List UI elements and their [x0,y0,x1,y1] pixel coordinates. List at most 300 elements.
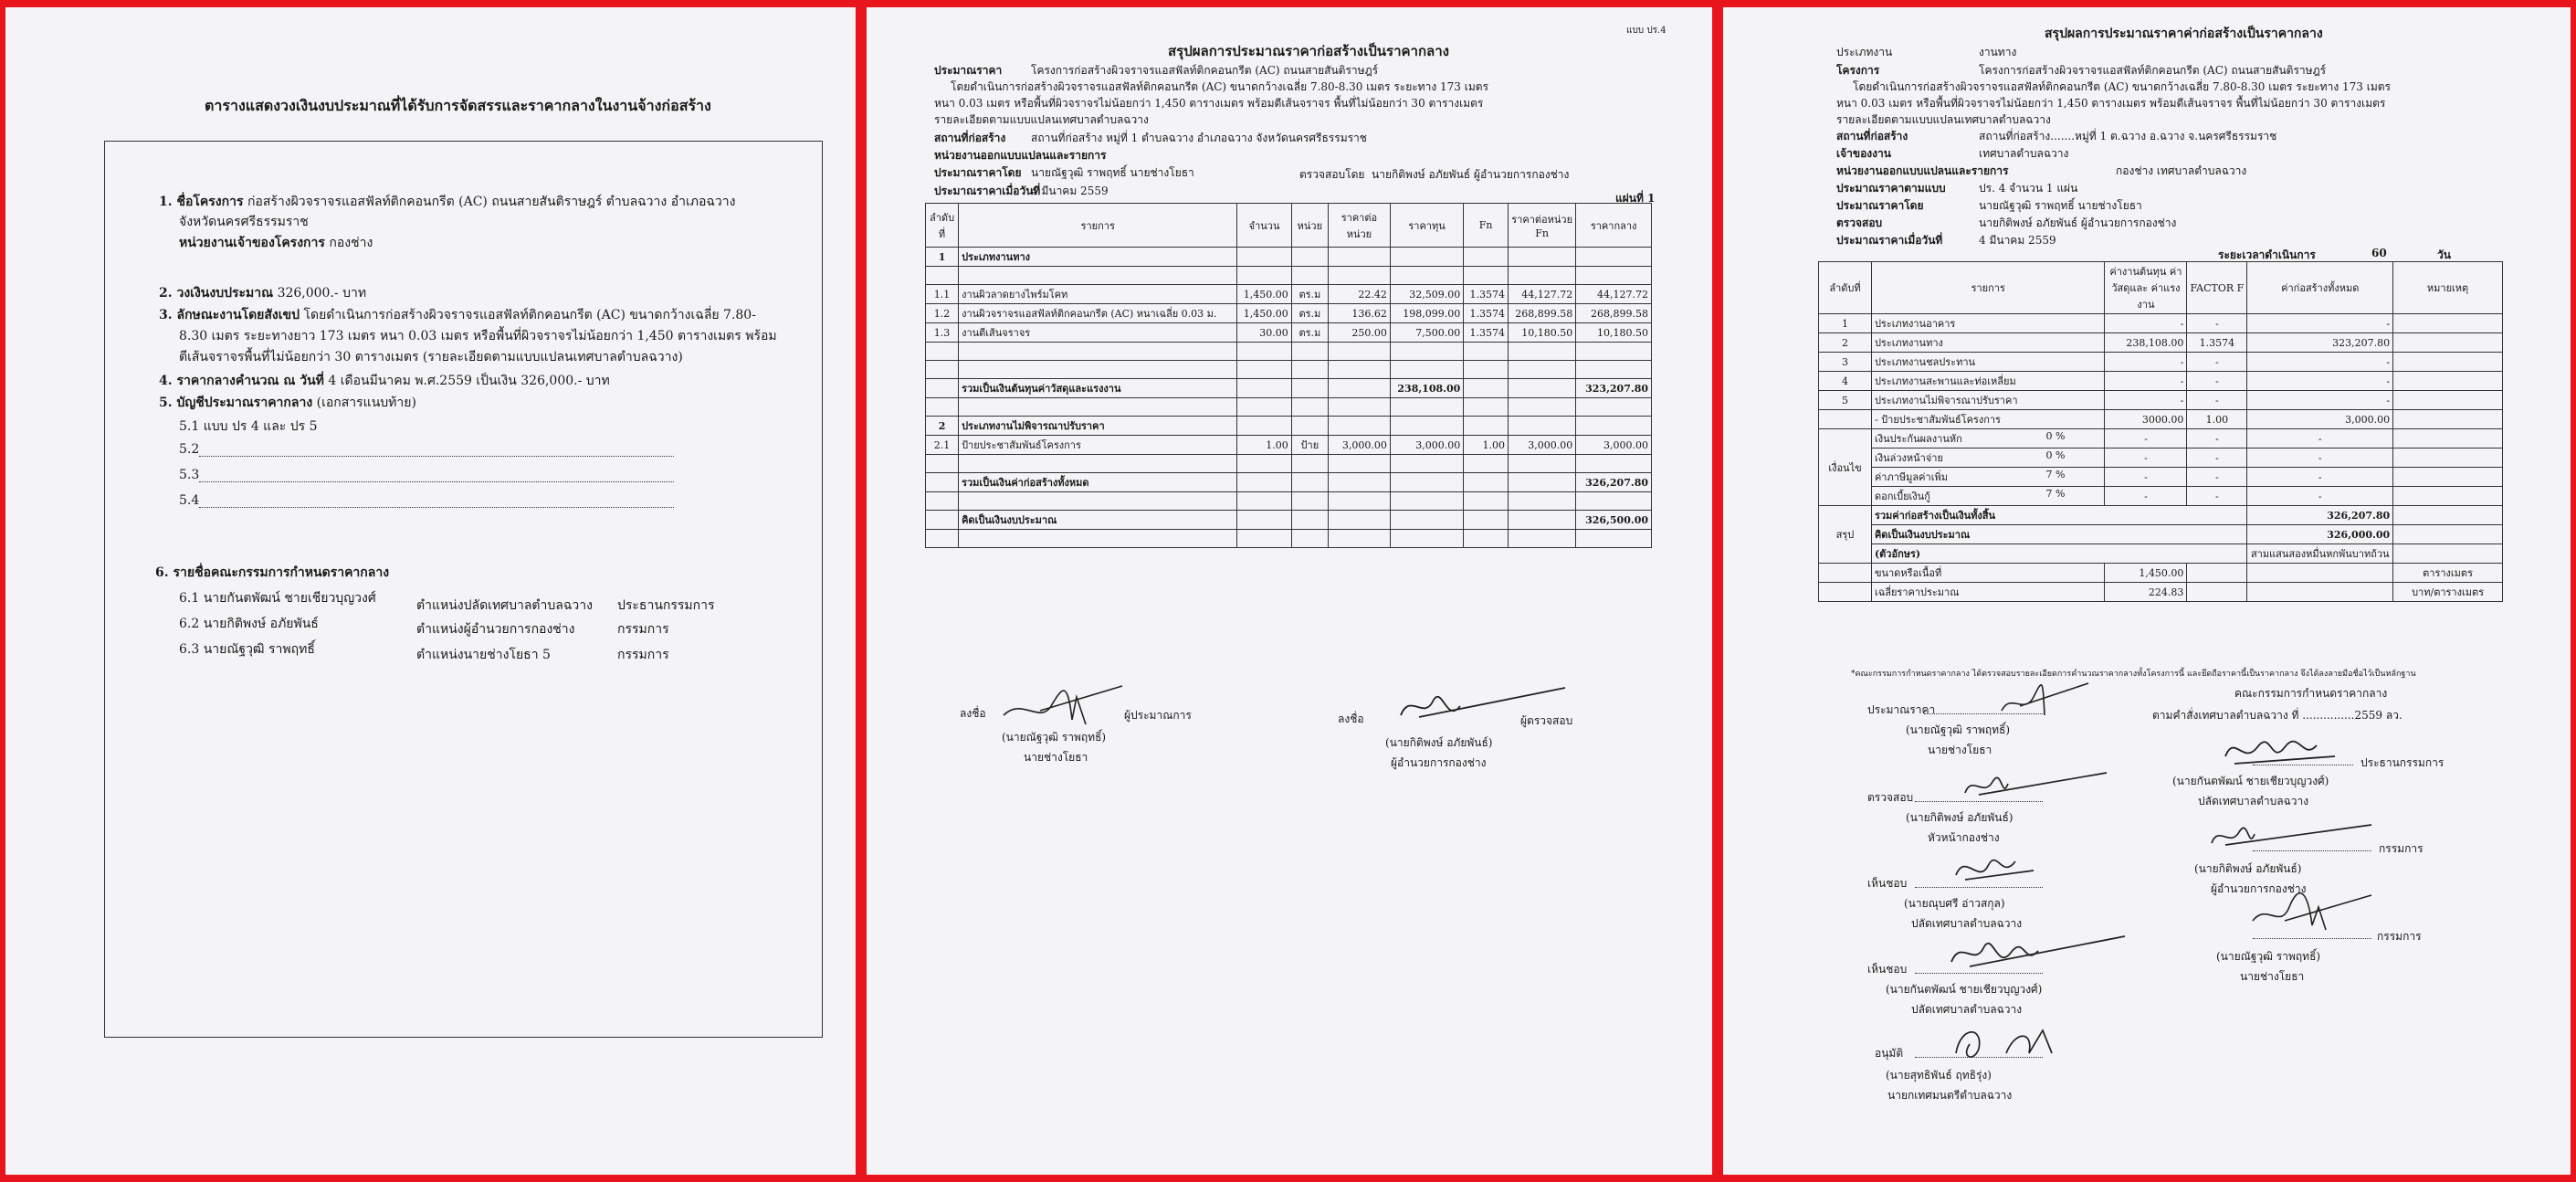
col-item: รายการ [959,204,1237,248]
item-3-line3: ตีเส้นจราจรพื้นที่ไม่น้อยกว่า 30 ตารางเมตร (รายละเอียดตามแบบแปลนเทศบาลตำบลฉวาง) [179,350,683,364]
cell-fn [1464,492,1509,511]
cell-qty [1237,267,1291,285]
area-value: 1,450.00 [2105,564,2187,583]
area-row [1819,583,2503,602]
desc-line-1: โดยดำเนินการก่อสร้างผิวจราจรแอสฟัลท์ติกคอนกรีต (AC) ขนาดกว้างเฉลี่ย 7.80-8.30 เมตร ระยะทาง 173 เมตร [1853,80,2391,93]
signature-mark [2216,729,2344,775]
cell-qty [1237,361,1291,379]
cell-pfn: 3,000.00 [1509,436,1576,455]
table-row [926,285,1652,304]
dept-label: หน่วยงานออกแบบแปลนและรายการ [934,149,1107,162]
cell-cost: 7,500.00 [1390,323,1463,343]
cell-pfn [1509,455,1576,473]
cell-cost: 198,099.00 [1390,304,1463,323]
cell-total [1576,361,1652,379]
cell-no [926,361,959,379]
cell-item: ประเภทงานไม่พิจารณาปรับราคา [959,417,1237,436]
cell-item: ประเภทงานชลประทาน [1871,353,2105,372]
desc-line-3: รายละเอียดตามแบบแปลนเทศบาลตำบลฉวาง [1836,113,2051,126]
cell-unit [1291,379,1328,398]
col-price: ราคาต่อหน่วย [1329,204,1391,248]
member1-role: กรรมการ [2379,842,2424,855]
date-value: 4 มีนาคม 2559 [1031,185,1109,197]
cell-pfn: 268,899.58 [1509,304,1576,323]
estimate-table [925,203,1652,548]
check-sign-position: หัวหน้ากองช่าง [1928,831,2000,844]
cell-note [2393,429,2503,449]
cell-qty [1237,511,1291,530]
item-1-label: 1. ชื่อโครงการ [159,195,244,209]
cell-no [926,492,959,511]
cell-cost [1390,492,1463,511]
page-title: สรุปผลการประมาณราคาค่าก่อสร้างเป็นราคากลาง [2045,26,2323,41]
approve-name: (นายสุทธิพันธ์ ฤทธิรุ่ง) [1886,1069,1992,1082]
member1-name: (นายกิติพงษ์ อภัยพันธ์) [2194,862,2302,875]
col-no: ลำดับที่ [1819,262,1872,314]
cell-note [2393,314,2503,333]
area-row [1819,564,2503,583]
check-label: ตรวจสอบ [1836,216,1883,229]
cell-cost: 3000.00 [2105,410,2187,429]
cell-no: 5 [1819,391,1872,410]
cell-item: ป้ายประชาสัมพันธ์โครงการ [959,436,1237,455]
cell-item: คิดเป็นเงินงบประมาณ [959,511,1237,530]
cell-unit: ตร.ม [1291,304,1328,323]
table-row [926,323,1652,343]
type-label: ประเภทงาน [1836,46,1893,58]
cell-unit [1291,248,1328,267]
dept-label: หน่วยงานออกแบบแปลนและรายการ [1836,164,2009,177]
cell-no: 1.1 [926,285,959,304]
col-cost: ราคาทุน [1390,204,1463,248]
cell-blank [2247,583,2393,602]
cell-total: - [2247,429,2393,449]
committee-title: คณะกรรมการกำหนดราคากลาง [2234,687,2388,700]
cell-note [2393,449,2503,468]
dept-value: กองช่าง เทศบาลตำบลฉวาง [2116,164,2247,177]
item-6-label: 6. รายชื่อคณะกรรมการกำหนดราคากลาง [155,565,390,580]
sig-right-position: ผู้อำนวยการกองช่าง [1391,756,1487,769]
cell-total: 3,000.00 [1576,436,1652,455]
cell-cost [1390,267,1463,285]
cell-fn [1464,530,1509,548]
date-value: 4 มีนาคม 2559 [1979,234,2056,247]
summary-label: สรุป [1819,506,1872,564]
cell-unit [1291,530,1328,548]
cell-price [1329,455,1391,473]
col-note: หมายเหตุ [2393,262,2503,314]
order-text: ตามคำสั่งเทศบาลตำบลฉวาง ที่ ...............2559 ลว. [2152,709,2403,722]
sig-left-role: ผู้ประมาณการ [1124,709,1192,722]
cell-cost: - [2105,429,2187,449]
cell-pfn [1509,267,1576,285]
area-label: เฉลี่ยราคาประมาณ [1871,583,2105,602]
owner-value: กองช่าง [329,236,373,250]
cond-item: เงินล่วงหน้าจ่าย [1874,452,1943,464]
cell-no: 3 [1819,353,1872,372]
cell-total [1576,417,1652,436]
cell-item: ประเภทงานอาคาร [1871,314,2105,333]
cell-blank [2247,564,2393,583]
cell-price: 136.62 [1329,304,1391,323]
cell-unit [1291,473,1328,492]
cell-item: รวมเป็นเงินต้นทุนค่าวัสดุและแรงงาน [959,379,1237,398]
blank-line [199,481,674,482]
col-unit: หน่วย [1291,204,1328,248]
committee-2-role: กรรมการ [617,622,669,637]
chair-role: ประธานกรรมการ [2360,756,2445,769]
cell-item [1871,487,2105,506]
agree2-label: เห็นชอบ [1867,963,1908,976]
table-header [1819,262,2503,314]
cell-price: 3,000.00 [1329,436,1391,455]
cell-note [2393,468,2503,487]
summary-row [1819,525,2503,544]
summary-item-label: รวมค่าก่อสร้างเป็นเงินทั้งสิ้น [1871,506,2246,525]
table-body [926,248,1652,548]
item-4 [159,371,610,391]
page-title: สรุปผลการประมาณราคาก่อสร้างเป็นราคากลาง [1168,43,1449,59]
item-2-label: 2. วงเงินงบประมาณ [159,286,274,301]
cell-price [1329,398,1391,417]
cell-no [926,343,959,361]
col-item: รายการ [1871,262,2105,314]
cell-qty: 1,450.00 [1237,285,1291,304]
cell-item: งานตีเส้นจราจร [959,323,1237,343]
check-sign-label: ตรวจสอบ [1867,791,1914,804]
cell-factor: - [2187,468,2247,487]
cell-total: - [2247,449,2393,468]
date-label: ประมาณราคาเมื่อวันที่ [934,185,1041,197]
cell-qty [1237,398,1291,417]
cell-note [2393,333,2503,353]
cell-item: งานผิวลาดยางไพร์มโคท [959,285,1237,304]
table-row [926,379,1652,398]
cell-qty: 30.00 [1237,323,1291,343]
agree1-name: (นายณุบศรี อ่าวสกุล) [1904,897,2005,910]
table-row [1819,410,2503,429]
table-row [1819,314,2503,333]
signature-line [2253,926,2371,939]
cell-pfn: 10,180.50 [1509,323,1576,343]
cell-total: 323,207.80 [2247,333,2393,353]
signature-line [2253,839,2371,851]
summary-item-label: คิดเป็นเงินงบประมาณ [1871,525,2246,544]
cell-cost [1390,473,1463,492]
cond-percent: 0 % [2045,449,2066,461]
cell-total: 326,207.80 [1576,473,1652,492]
sig-right-prefix: ลงชื่อ [1338,712,1364,725]
item-3-label: 3. ลักษณะงานโดยสังเขป [159,308,300,322]
table-row [926,530,1652,548]
item-4-text: 4 เดือนมีนาคม พ.ศ.2559 เป็นเงิน 326,000.- บาท [328,374,610,388]
site-value: สถานที่ก่อสร้าง หมู่ที่ 1 ตำบลฉวาง อำเภอฉวาง จังหวัดนครศรีธรรมราช [1031,132,1367,144]
cell-cost [1390,530,1463,548]
cell-pfn [1509,417,1576,436]
document-page-1 [5,7,856,1175]
summary-table [1818,261,2503,602]
cell-item: ประเภทงานทาง [959,248,1237,267]
cell-pfn [1509,530,1576,548]
cell-total: - [2247,372,2393,391]
cell-item [959,530,1237,548]
cell-total: 323,207.80 [1576,379,1652,398]
signature-mark [1988,674,2098,729]
site-label: สถานที่ก่อสร้าง [1836,130,1908,142]
cell-pfn [1509,379,1576,398]
cell-cost [1390,343,1463,361]
cell-pfn [1509,398,1576,417]
cell-qty [1237,492,1291,511]
cell-no [926,398,959,417]
cell-cost: - [2105,353,2187,372]
project-value: โครงการก่อสร้างผิวจราจรแอสฟัลท์ติกคอนกรีต (AC) ถนนสายสันติราษฎร์ [1979,64,2327,77]
cell-blank [2187,564,2247,583]
form-label: ประมาณราคาตามแบบ [1836,182,1946,195]
committee-1-position: ตำแหน่งปลัดเทศบาลตำบลฉวาง [416,598,593,613]
item-5-4-label: 5.4 [179,493,200,508]
sig-left-prefix: ลงชื่อ [960,707,986,720]
cell-fn [1464,248,1509,267]
cell-qty [1237,530,1291,548]
item-3-line2: 8.30 เมตร ระยะทางยาว 173 เมตร หนา 0.03 เมตร หรือพื้นที่ผิวจราจรไม่น้อยกว่า 1,450 ตารางเมตร พร้อม [179,329,777,343]
item-1-owner [179,233,373,253]
cell-total: 3,000.00 [2247,410,2393,429]
cell-item [959,361,1237,379]
cell-fn: 1.00 [1464,436,1509,455]
cell-total [1576,248,1652,267]
table-row [926,361,1652,379]
cell-cost [1390,248,1463,267]
item-5-4 [179,493,674,508]
cell-item [959,343,1237,361]
table-row [926,417,1652,436]
sig-right-role: ผู้ตรวจสอบ [1520,714,1573,727]
cell-total: - [2247,487,2393,506]
col-total: ราคากลาง [1576,204,1652,248]
cell-total: - [2247,468,2393,487]
condition-label: เงื่อนไข [1819,429,1872,506]
table-row [926,398,1652,417]
committee-1-role: ประธานกรรมการ [617,598,715,613]
cell-pfn [1509,492,1576,511]
cell-no: 2.1 [926,436,959,455]
cell-unit: ตร.ม [1291,285,1328,304]
by-label: ประมาณราคาโดย [1836,199,1924,212]
cell-factor: - [2187,391,2247,410]
cell-unit [1291,492,1328,511]
by-value: นายณัฐวุฒิ ราพฤทธิ์ นายช่างโยธา [1979,199,2142,212]
cond-percent: 0 % [2045,430,2066,442]
cell-fn [1464,417,1509,436]
cell-item: งานผิวจราจรแอสฟัลท์ติกคอนกรีต (AC) หนาเฉลี่ย 0.03 ม. [959,304,1237,323]
cell-pfn [1509,361,1576,379]
cell-total: 44,127.72 [1576,285,1652,304]
summary-value: 326,207.80 [2247,506,2393,525]
summary-row [1819,544,2503,564]
cell-price: 250.00 [1329,323,1391,343]
cell-item [959,398,1237,417]
cell-note [2393,525,2503,544]
page-title: ตารางแสดงวงเงินงบประมาณที่ได้รับการจัดสรรและราคากลางในงานจ้างก่อสร้าง [205,97,711,114]
cell-total [1576,398,1652,417]
committee-note: *คณะกรรมการกำหนดราคากลาง ได้ตรวจสอบรายละเอียดการคำนวณราคากลางทั้งโครงการนี้ และยึดถือราคานี้เป็นราคากลาง จึงได้ลงลายมือชื่อไว้เป็นหลักฐาน [1851,670,2416,679]
signature-mark [1933,925,2134,980]
cell-cost: 238,108.00 [2105,333,2187,353]
owner-label: หน่วยงานเจ้าของโครงการ [179,236,325,250]
table-row [926,343,1652,361]
desc-line-2: หนา 0.03 เมตร หรือพื้นที่ผิวจราจรไม่น้อยกว่า 1,450 ตารางเมตร พร้อมตีเส้นจราจร พื้นที่ไม่น้อยกว่า 30 ตารางเมตร [1836,97,2386,110]
cell-note [2393,353,2503,372]
signature-mark [1942,848,2052,893]
cond-item: ดอกเบี้ยเงินกู้ [1874,491,1930,502]
cell-qty: 1,450.00 [1237,304,1291,323]
cell-price [1329,492,1391,511]
item-1-line2: จังหวัดนครศรีธรรมราช [179,215,309,229]
approve-position: นายกเทศมนตรีตำบลฉวาง [1887,1089,2013,1102]
table-row [1819,487,2503,506]
agree1-label: เห็นชอบ [1867,877,1908,890]
table-row [1819,468,2503,487]
cell-factor: - [2187,429,2247,449]
desc-line-1: โดยดำเนินการก่อสร้างผิวจราจรแอสฟัลท์ติกคอนกรีต (AC) ขนาดกว้างเฉลี่ย 7.80-8.30 เมตร ระยะทาง 173 เมตร [951,80,1488,93]
summary-row [1819,506,2503,525]
cell-no [926,473,959,492]
work-value: โครงการก่อสร้างผิวจราจรแอสฟัลท์ติกคอนกรีต (AC) ถนนสายสันติราษฎร์ [1031,64,1379,77]
item-5-1: 5.1 แบบ ปร 4 และ ปร 5 [179,419,318,434]
owner-value: เทศบาลตำบลฉวาง [1979,147,2069,160]
cell-price [1329,473,1391,492]
cell-fn [1464,361,1509,379]
sig-left-name: (นายณัฐวุฒิ ราพฤทธิ์) [1002,731,1107,744]
estimator-name: (นายณัฐวุฒิ ราพฤทธิ์) [1906,723,2011,736]
type-value: งานทาง [1979,46,2017,58]
cell-unit [1291,267,1328,285]
cell-cost [1390,361,1463,379]
cell-pfn [1509,248,1576,267]
table-row [926,511,1652,530]
table-row [1819,353,2503,372]
cell-price [1329,361,1391,379]
cell-unit: ป้าย [1291,436,1328,455]
sig-right-name: (นายกิติพงษ์ อภัยพันธ์) [1385,736,1493,749]
cell-fn [1464,379,1509,398]
approve-label: อนุมัติ [1875,1047,1904,1060]
member2-name: (นายณัฐวุฒิ ราพฤทธิ์) [2216,950,2321,963]
table-row [1819,429,2503,449]
summary-value: สามแสนสองหมื่นหกพันบาทถ้วน [2247,544,2393,564]
cell-cost: 238,108.00 [1390,379,1463,398]
cell-qty [1237,417,1291,436]
cell-no: 1.3 [926,323,959,343]
cell-item: ประเภทงานสะพานและท่อเหลี่ยม [1871,372,2105,391]
cell-item: ประเภทงานไม่พิจารณาปรับราคา [1871,391,2105,410]
signature-mark [1942,1012,2079,1067]
cell-qty [1237,248,1291,267]
cond-percent: 7 % [2045,488,2066,500]
check-sign-name: (นายกิติพงษ์ อภัยพันธ์) [1906,811,2013,824]
cell-note [2393,544,2503,564]
cell-note [2393,487,2503,506]
duration-label: ระยะเวลาดำเนินการ [2218,248,2316,261]
item-5-3 [179,468,674,482]
cell-pfn [1509,343,1576,361]
cell-total [1576,455,1652,473]
by-value: นายณัฐวุฒิ ราพฤทธิ์ นายช่างโยธา [1031,166,1194,179]
summary-item-label: (ตัวอักษร) [1871,544,2246,564]
desc-line-2: หนา 0.03 เมตร หรือพื้นที่ผิวจราจรไม่น้อยกว่า 1,450 ตารางเมตร พร้อมตีเส้นจราจร พื้นที่ไม่น้อยกว่า 30 ตารางเมตร [934,97,1484,110]
item-5-2-label: 5.2 [179,442,200,457]
table-header [926,204,1652,248]
cell-no: 2 [1819,333,1872,353]
cell-total: - [2247,353,2393,372]
owner-label: เจ้าของงาน [1836,147,1891,160]
cell-unit [1291,417,1328,436]
document-page-3 [1723,7,2571,1175]
cell-no [926,379,959,398]
committee-2-name: 6.2 นายกิติพงษ์ อภัยพันธ์ [179,617,319,631]
cell-blank [2187,583,2247,602]
cell-cost [1390,511,1463,530]
project-label: โครงการ [1836,64,1880,77]
cell-blank [1819,583,1872,602]
cell-qty [1237,379,1291,398]
committee-3-position: ตำแหน่งนายช่างโยธา 5 [416,648,551,662]
cell-cost: - [2105,449,2187,468]
cell-cost [1390,398,1463,417]
by-label: ประมาณราคาโดย [934,166,1022,179]
cell-total: - [2247,391,2393,410]
cell-no: 2 [926,417,959,436]
cond-percent: 7 % [2045,469,2066,480]
cell-note [2393,391,2503,410]
cell-price: 22.42 [1329,285,1391,304]
site-value: สถานที่ก่อสร้าง.......หมู่ที่ 1 ต.ฉวาง อ.ฉวาง จ.นครศรีธรรมราช [1979,130,2277,142]
item-1 [159,192,735,212]
cell-no [926,267,959,285]
cell-total: - [2247,314,2393,333]
cell-factor: - [2187,353,2247,372]
cell-note [2393,372,2503,391]
cell-item [1871,468,2105,487]
cell-cost: 3,000.00 [1390,436,1463,455]
cell-item [1871,449,2105,468]
table-row [1819,449,2503,468]
signature-mark [1383,679,1583,743]
cell-pfn [1509,473,1576,492]
committee-1-name: 6.1 นายกันตพัฒน์ ชายเชียวบุญวงศ์ [179,591,376,606]
sig-left-position: นายช่างโยธา [1024,751,1088,764]
member2-position: นายช่างโยธา [2240,970,2305,983]
cell-unit: ตร.ม [1291,323,1328,343]
agree2-name: (นายกันตพัฒน์ ชายเชียวบุญวงศ์) [1886,983,2043,996]
item-3 [159,305,756,325]
table-row [926,304,1652,323]
table-row [926,248,1652,267]
table-row [926,473,1652,492]
estimator-position: นายช่างโยธา [1928,744,1992,756]
agree1-position: ปลัดเทศบาลตำบลฉวาง [1911,917,2023,930]
cell-note [2393,410,2503,429]
table-row [926,492,1652,511]
check-value: นายกิติพงษ์ อภัยพันธ์ ผู้อำนวยการกองช่าง [1979,216,2177,229]
area-value: 224.83 [2105,583,2187,602]
cell-qty [1237,343,1291,361]
signature-line [2253,753,2353,765]
cell-item [1871,429,2105,449]
area-unit: ตารางเมตร [2393,564,2503,583]
cond-item: ค่าภาษีมูลค่าเพิ่ม [1874,471,1948,483]
